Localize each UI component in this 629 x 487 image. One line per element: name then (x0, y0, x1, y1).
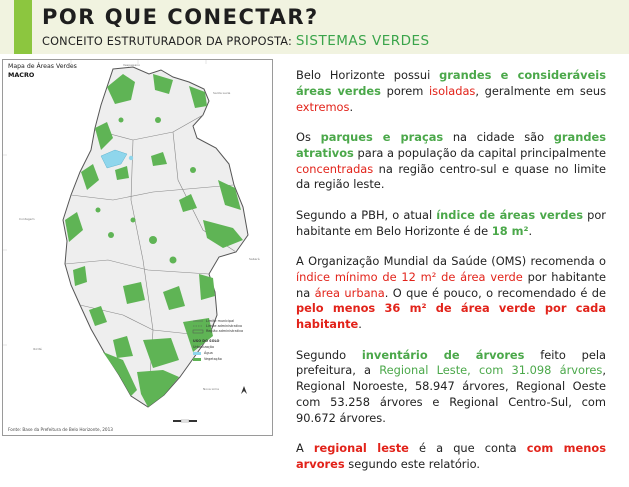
text-segment: pelo menos 36 m² de área verde por cada habitante (296, 301, 606, 332)
paragraph-green-areas (296, 68, 606, 115)
legend-boundary-2: Limite administrativo (206, 324, 243, 328)
text-segment: regional leste (313, 441, 409, 456)
text-segment: extremos (296, 99, 350, 114)
text-segment: área urbana (314, 285, 385, 300)
text-segment: na região centro-sul e quase no limite da região leste. (296, 161, 606, 192)
text-segment: índice mínimo de 12 m² de área verde (296, 269, 523, 284)
text-segment: concentradas (296, 161, 374, 176)
legend-water: Água (204, 351, 213, 355)
text-segment: na cidade são (443, 129, 554, 144)
accent-bar (14, 0, 32, 54)
svg-text:Vespasiano: Vespasiano (123, 63, 140, 67)
svg-text:Santa Luzia: Santa Luzia (213, 91, 231, 95)
paragraph-parks (296, 130, 606, 193)
subtitle-highlight: SISTEMAS VERDES (295, 33, 430, 49)
text-content (296, 68, 606, 487)
text-segment: Segundo (296, 347, 362, 362)
text-segment: segundo este relatório. (344, 456, 481, 471)
header-banner (0, 0, 629, 54)
text-segment: . (358, 317, 362, 332)
text-segment: . (528, 223, 533, 238)
legend-land-use-sub: Urbanização (193, 345, 215, 349)
text-segment: A (296, 441, 314, 456)
map-subtitle: MACRO (8, 71, 35, 79)
text-segment: . (349, 99, 354, 114)
legend-land-use-title: USO DO SOLO (193, 339, 220, 343)
text-segment: feito pela prefeitura, a (296, 347, 606, 378)
text-segment: , geralmente em seus (475, 83, 607, 98)
map-title: Mapa de Áreas Verdes (8, 63, 77, 70)
text-segment: índice de áreas verdes (436, 207, 583, 222)
paragraph-pbh-index (296, 208, 606, 240)
text-segment: grandes atrativos (296, 129, 606, 160)
text-segment: Segundo a PBH, o atual (296, 207, 437, 222)
page-subtitle (42, 33, 430, 49)
text-segment: para a população da capital principalmente (353, 145, 606, 160)
text-segment: . O que é pouco, o recomendado é de (384, 285, 606, 300)
text-segment: Belo Horizonte possui (296, 68, 440, 82)
svg-text:Sabará: Sabará (249, 257, 260, 261)
text-segment: A Organização Mundial da Saúde (OMS) recomenda o (296, 253, 606, 268)
legend-boundary-1: Limite municipal (206, 319, 235, 323)
text-segment: por habitante na (296, 269, 607, 300)
map-source: Fonte: Base da Prefeitura de Belo Horizonte, 2013 (8, 427, 113, 432)
map-graphic (3, 60, 273, 436)
svg-text:Contagem: Contagem (19, 217, 35, 221)
text-segment: por habitante em Belo Horizonte é de (296, 207, 606, 238)
text-segment: com menos arvores (296, 441, 606, 471)
legend-vegetation: Vegetação (204, 357, 222, 361)
svg-text:Nova Lima: Nova Lima (203, 387, 219, 391)
paragraph-tree-inventory (296, 348, 606, 427)
green-areas-map (2, 59, 273, 436)
subtitle-prefix: CONCEITO ESTRUTURADOR DA PROPOSTA: (42, 35, 293, 48)
text-segment: inventário de árvores (361, 347, 525, 362)
text-segment: isoladas (429, 83, 476, 98)
text-segment: porem (380, 83, 429, 98)
text-segment: Os (296, 129, 321, 144)
paragraph-east-region (296, 441, 606, 473)
page-title: POR QUE CONECTAR? (42, 5, 319, 29)
svg-text:Ibirité: Ibirité (33, 347, 42, 351)
legend-boundary-3: Região administrativa (206, 329, 244, 333)
text-segment: é a que conta (408, 441, 527, 456)
paragraph-oms (296, 254, 606, 333)
text-segment: 18 m² (491, 223, 529, 238)
text-segment: , Regional Noroeste, 58.947 árvores, Regional Oeste com 53.258 árvores e Regional Centro-Sul, com 90.672 árvores. (296, 363, 606, 425)
text-segment: grandes e consideráveis áreas verdes (296, 68, 606, 98)
text-segment: Regional Leste, com 31.098 árvores (379, 363, 603, 378)
text-segment: parques e praças (320, 129, 444, 144)
